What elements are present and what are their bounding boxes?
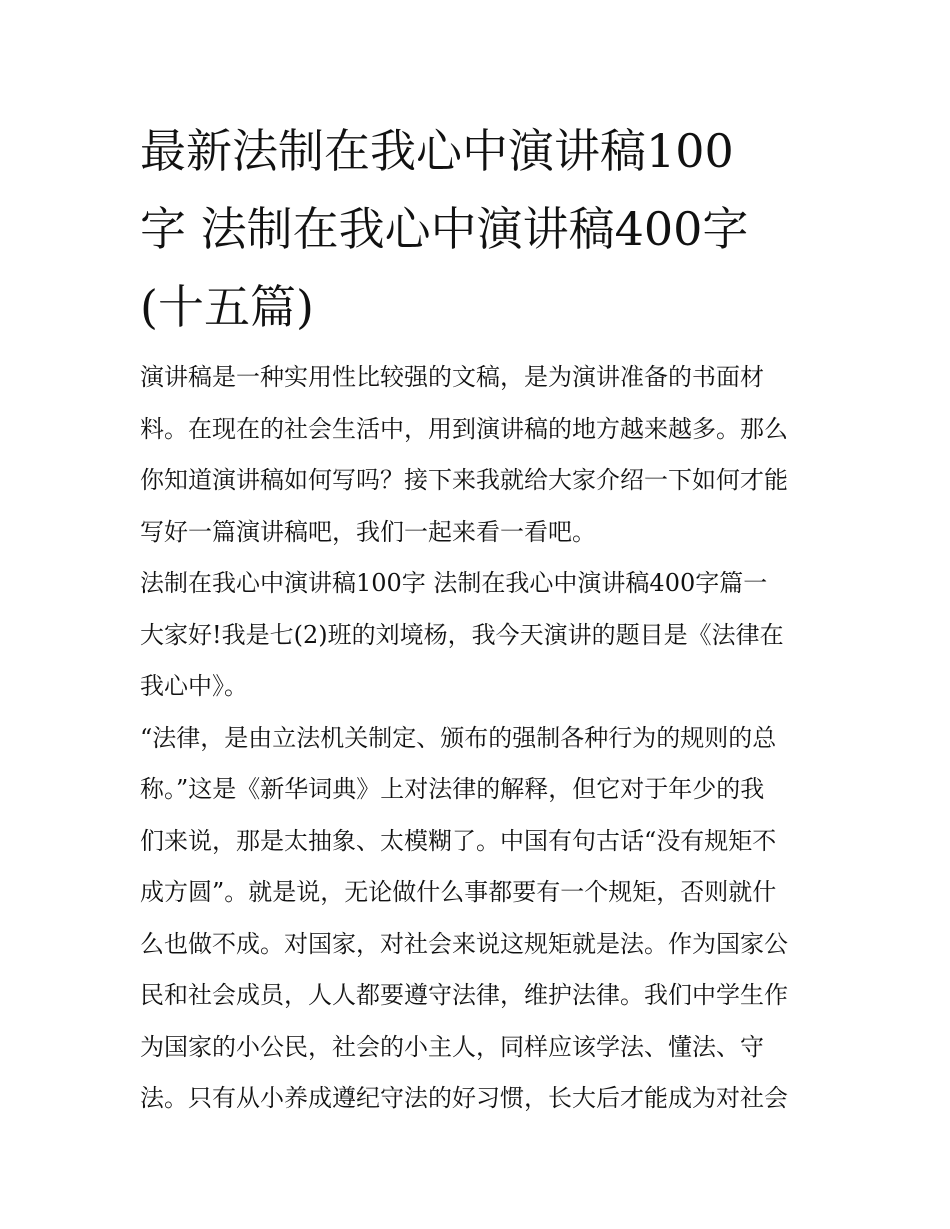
title-line: 字 法制在我心中演讲稿400字 [140, 202, 749, 256]
body-line: 我心中》。 [140, 672, 248, 700]
document-title [140, 112, 820, 346]
title-line: (十五篇) [140, 280, 314, 334]
body-line: 你知道演讲稿如何写吗？接下来我就给大家介绍一下如何才能 [140, 466, 788, 494]
body-line: 料。在现在的社会生活中，用到演讲稿的地方越来越多。那么 [140, 414, 788, 443]
document-body [140, 352, 820, 1125]
body-line: 写好一篇演讲稿吧，我们一起来看一看吧。 [140, 517, 596, 546]
body-line: 们来说，那是太抽象、太模糊了。中国有句古话“没有规矩不 [140, 826, 777, 855]
body-line: 民和社会成员，人人都要遵守法律，维护法律。我们中学生作 [140, 981, 788, 1009]
body-line: 法制在我心中演讲稿100字 法制在我心中演讲稿400字篇一 [140, 569, 768, 597]
body-line: 大家好!我是七(2)班的刘境杨，我今天演讲的题目是《法律在 [140, 620, 784, 649]
title-line: 最新法制在我心中演讲稿100 [140, 124, 734, 178]
body-line: 演讲稿是一种实用性比较强的文稿，是为演讲准备的书面材 [140, 363, 764, 391]
body-line: 称。”这是《新华词典》上对法律的解释，但它对于年少的我 [140, 775, 765, 803]
body-line: 成方圆”。就是说，无论做什么事都要有一个规矩，否则就什 [140, 878, 777, 906]
body-line: “法律，是由立法机关制定、颁布的强制各种行为的规则的总 [140, 723, 777, 752]
body-line: 么也做不成。对国家，对社会来说这规矩就是法。作为国家公 [140, 929, 788, 958]
body-line: 为国家的小公民，社会的小主人，同样应该学法、懂法、守 [140, 1032, 764, 1061]
body-line: 法。只有从小养成遵纪守法的好习惯，长大后才能成为对社会 [140, 1084, 788, 1112]
